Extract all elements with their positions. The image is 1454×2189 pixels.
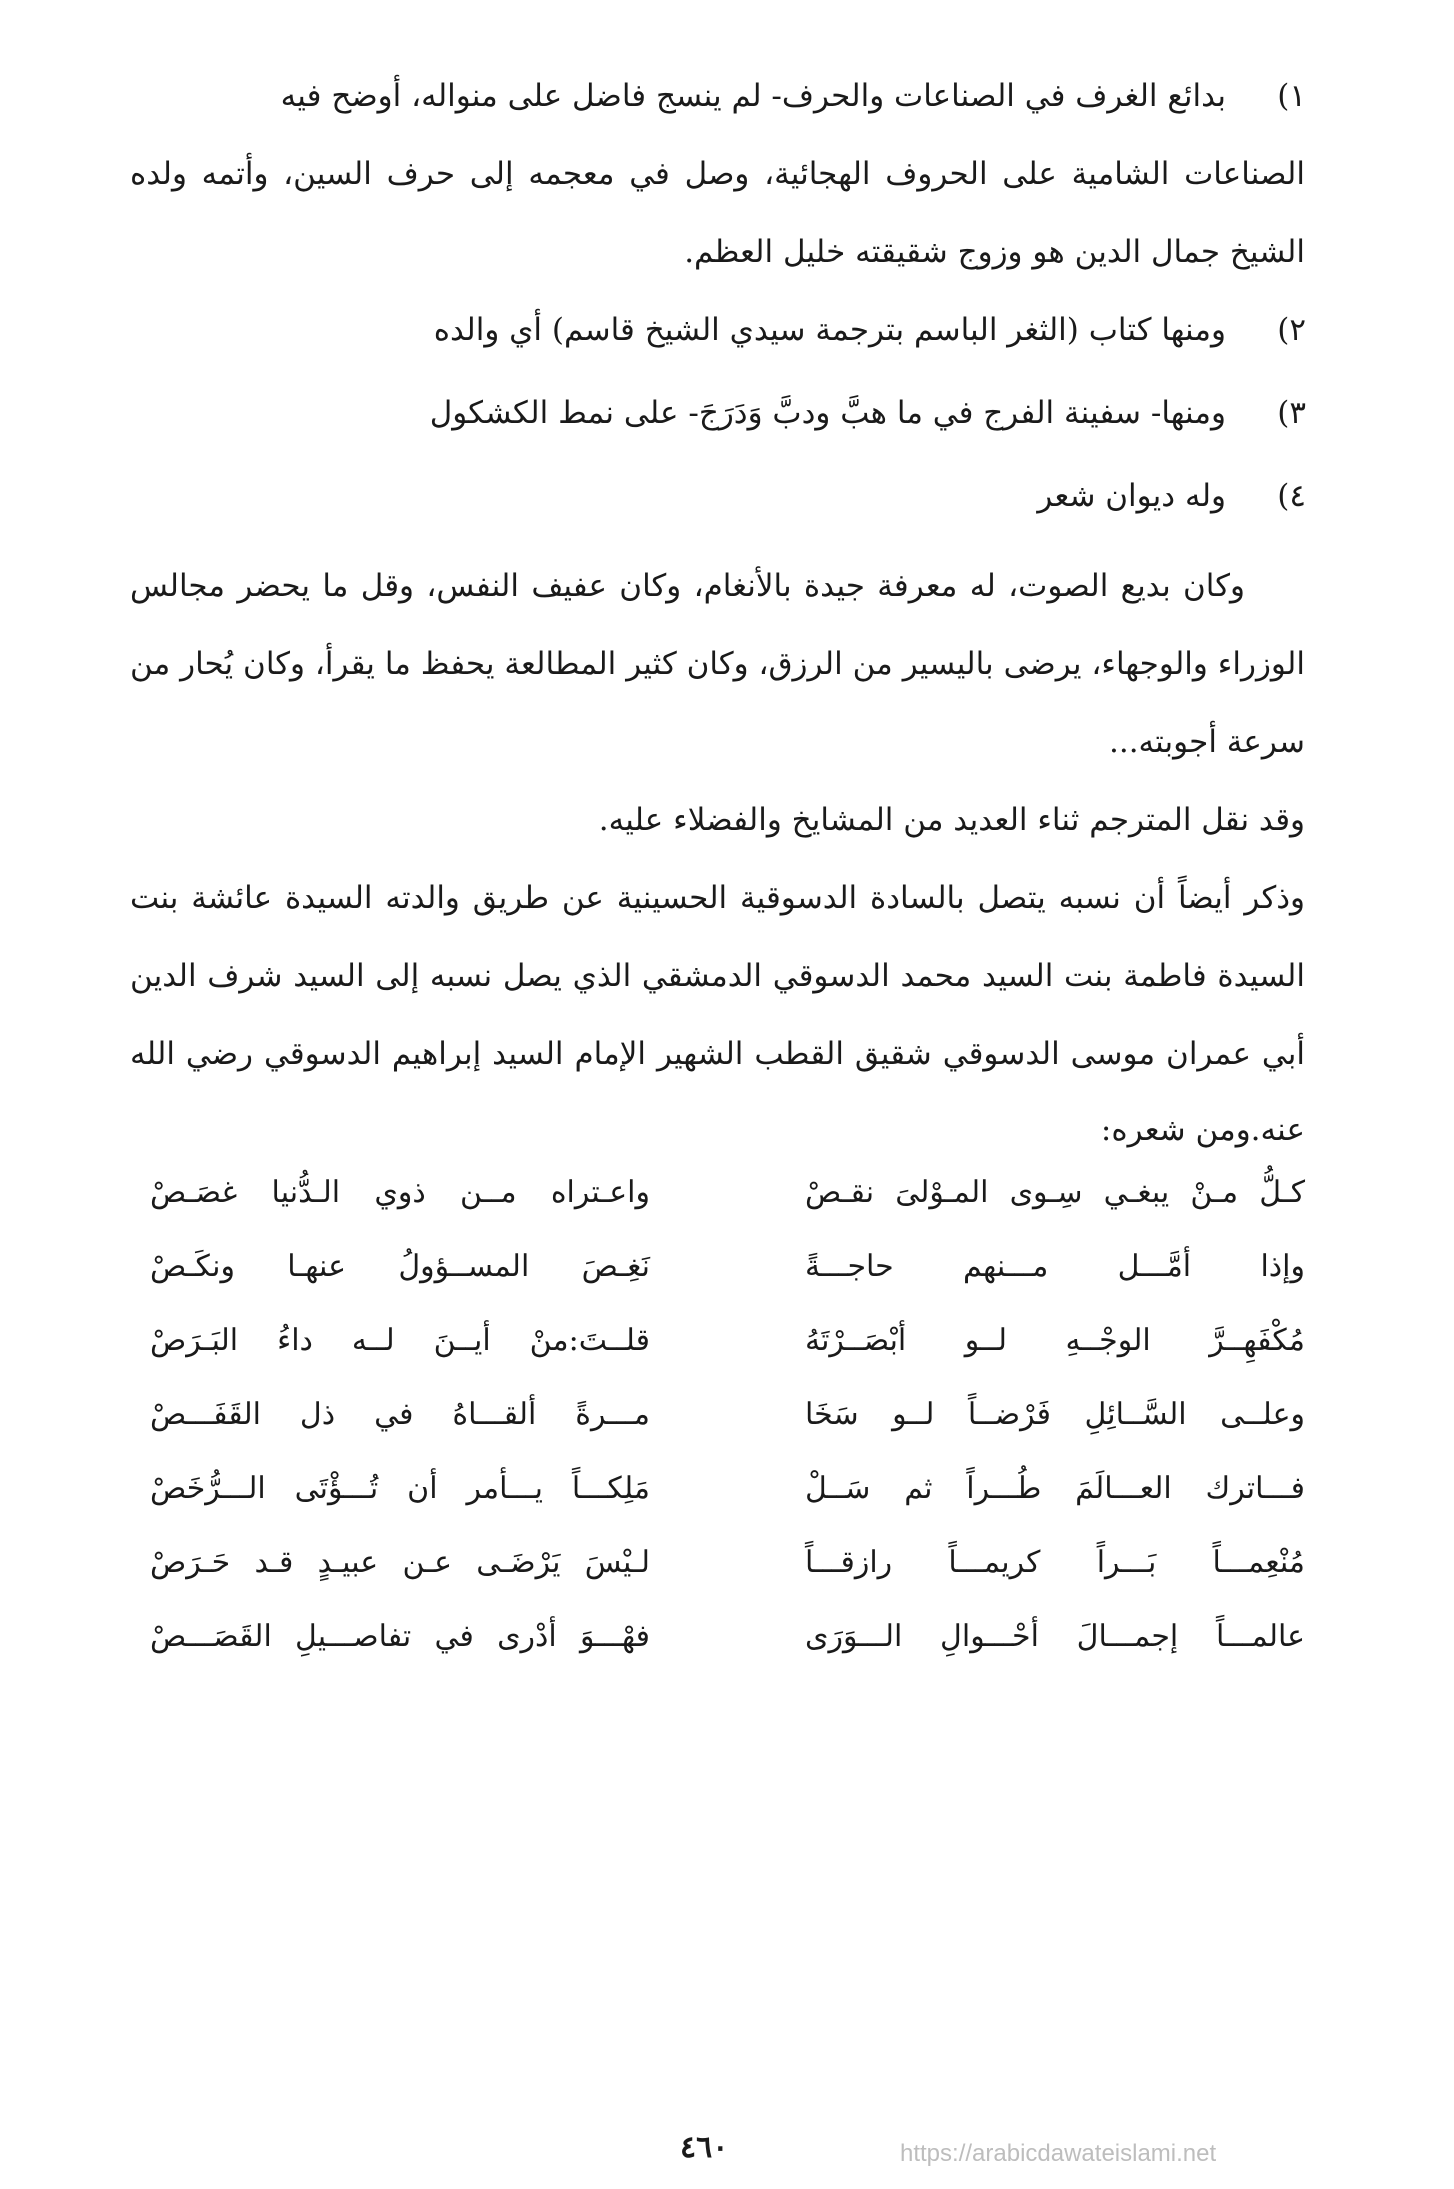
poem-hemistich-second: واعـتراه مــن ذوي الـدُّنيا غصَـصْ <box>150 1175 650 1210</box>
paragraph-1-line-3: سرعة أجوبته... <box>1108 724 1305 760</box>
paragraph-3-line-1: وذكر أيضاً أن نسبه يتصل بالسادة الدسوقية الحسينية عن طريق والدته السيدة عائشة بنت <box>130 880 1305 916</box>
watermark-url: https://arabicdawateislami.net <box>900 2140 1217 2167</box>
poem-hemistich-second: مـــرةً ألقـــاهُ في ذل القَفَـــصْ <box>150 1397 650 1432</box>
paragraph-1-line-2: الوزراء والوجهاء، يرضى باليسير من الرزق، وكان كثير المطالعة يحفظ ما يقرأ، وكان يُحار من <box>130 646 1305 682</box>
poem-verse <box>150 1397 1305 1447</box>
list-item-3 <box>430 395 1306 431</box>
poem-hemistich-second: قلــتَ:منْ أيــنَ لــه داءُ البَـرَصْ <box>150 1323 650 1358</box>
list-item-number: ٢) <box>1277 312 1306 348</box>
paragraph-2-line-1: وقد نقل المترجم ثناء العديد من المشايخ والفضلاء عليه. <box>598 802 1305 838</box>
poem-hemistich-second: لـيْسَ يَرْضَـى عـن عبيـدٍ قـد حَـرَصْ <box>150 1545 650 1580</box>
paragraph-3-line-3: أبي عمران موسى الدسوقي شقيق القطب الشهير الإمام السيد إبراهيم الدسوقي رضي الله <box>130 1036 1305 1072</box>
poem-verse <box>150 1249 1305 1299</box>
list-item-text: ومنها- سفينة الفرج في ما هبَّ ودبَّ وَدَرَجَ- على نمط الكشكول <box>429 395 1226 431</box>
list-item-1-line-3: الشيخ جمال الدين هو وزوج شقيقته خليل العظم. <box>684 234 1305 270</box>
list-item-text: بدائع الغرف في الصناعات والحرف- لم ينسج فاضل على منواله، أوضح فيه <box>280 78 1226 114</box>
list-item-2 <box>434 312 1306 348</box>
poem-hemistich-first: مُنْعِمـــاً بَـــراً كريمـــاً رازقـــاً <box>805 1545 1305 1580</box>
poem-hemistich-second: مَلِكـــاً يـــأمر أن تُـــؤْتَى الـــرُّخَصْ <box>150 1471 650 1506</box>
list-item-number: ٣) <box>1277 395 1306 431</box>
poem-hemistich-first: وعلــى السَّــائِلِ فَرْضــاً لــو سَخَا <box>805 1397 1305 1432</box>
paragraph-3-line-2: السيدة فاطمة بنت السيد محمد الدسوقي الدمشقي الذي يصل نسبه إلى السيد شرف الدين <box>130 958 1305 994</box>
list-item-1 <box>281 78 1306 114</box>
poem-hemistich-first: فـــاترك العـــالَمَ طُـــراً ثم سَــلْ <box>805 1471 1305 1506</box>
list-item-text: ومنها كتاب (الثغر الباسم بترجمة سيدي الشيخ قاسم) أي والده <box>433 312 1226 348</box>
paragraph-1-line-1: وكان بديع الصوت، له معرفة جيدة بالأنغام، وكان عفيف النفس، وقل ما يحضر مجالس <box>130 568 1245 604</box>
poem-hemistich-first: مُكْفَهِــرَّ الوجْــهِ لــو أبْصَــرْتَهُ <box>805 1323 1305 1358</box>
list-item-1-line-2: الصناعات الشامية على الحروف الهجائية، وصل في معجمه إلى حرف السين، وأتمه ولده <box>130 156 1305 192</box>
list-item-number: ٤) <box>1277 478 1306 514</box>
poem-verse <box>150 1323 1305 1373</box>
poem-hemistich-second: نَغِـصَ المســؤولُ عنهـا ونكَـصْ <box>150 1249 650 1284</box>
page-number: ٤٦٠ <box>680 2130 729 2165</box>
poem-hemistich-first: كـلُّ مـنْ يبغـي سِـوى المـوْلىَ نقـصْ <box>805 1175 1305 1210</box>
list-item-4 <box>1037 478 1306 514</box>
poem-hemistich-second: فهْـــوَ أدْرى في تفاصـــيلِ القَصَـــصْ <box>150 1619 650 1654</box>
poem-hemistich-first: عالمـــاً إجمـــالَ أحْـــوالِ الـــوَرَى <box>805 1619 1305 1654</box>
poem-verse <box>150 1175 1305 1225</box>
poem-verse <box>150 1619 1305 1669</box>
poem-hemistich-first: وإذا أمَّـــل مـــنهم حاجـــةً <box>805 1249 1305 1284</box>
list-item-text: وله ديوان شعر <box>1037 478 1226 514</box>
poem-verse <box>150 1545 1305 1595</box>
poem-verse <box>150 1471 1305 1521</box>
paragraph-3-line-4: عنه.ومن شعره: <box>1100 1112 1305 1148</box>
list-item-number: ١) <box>1277 78 1306 114</box>
